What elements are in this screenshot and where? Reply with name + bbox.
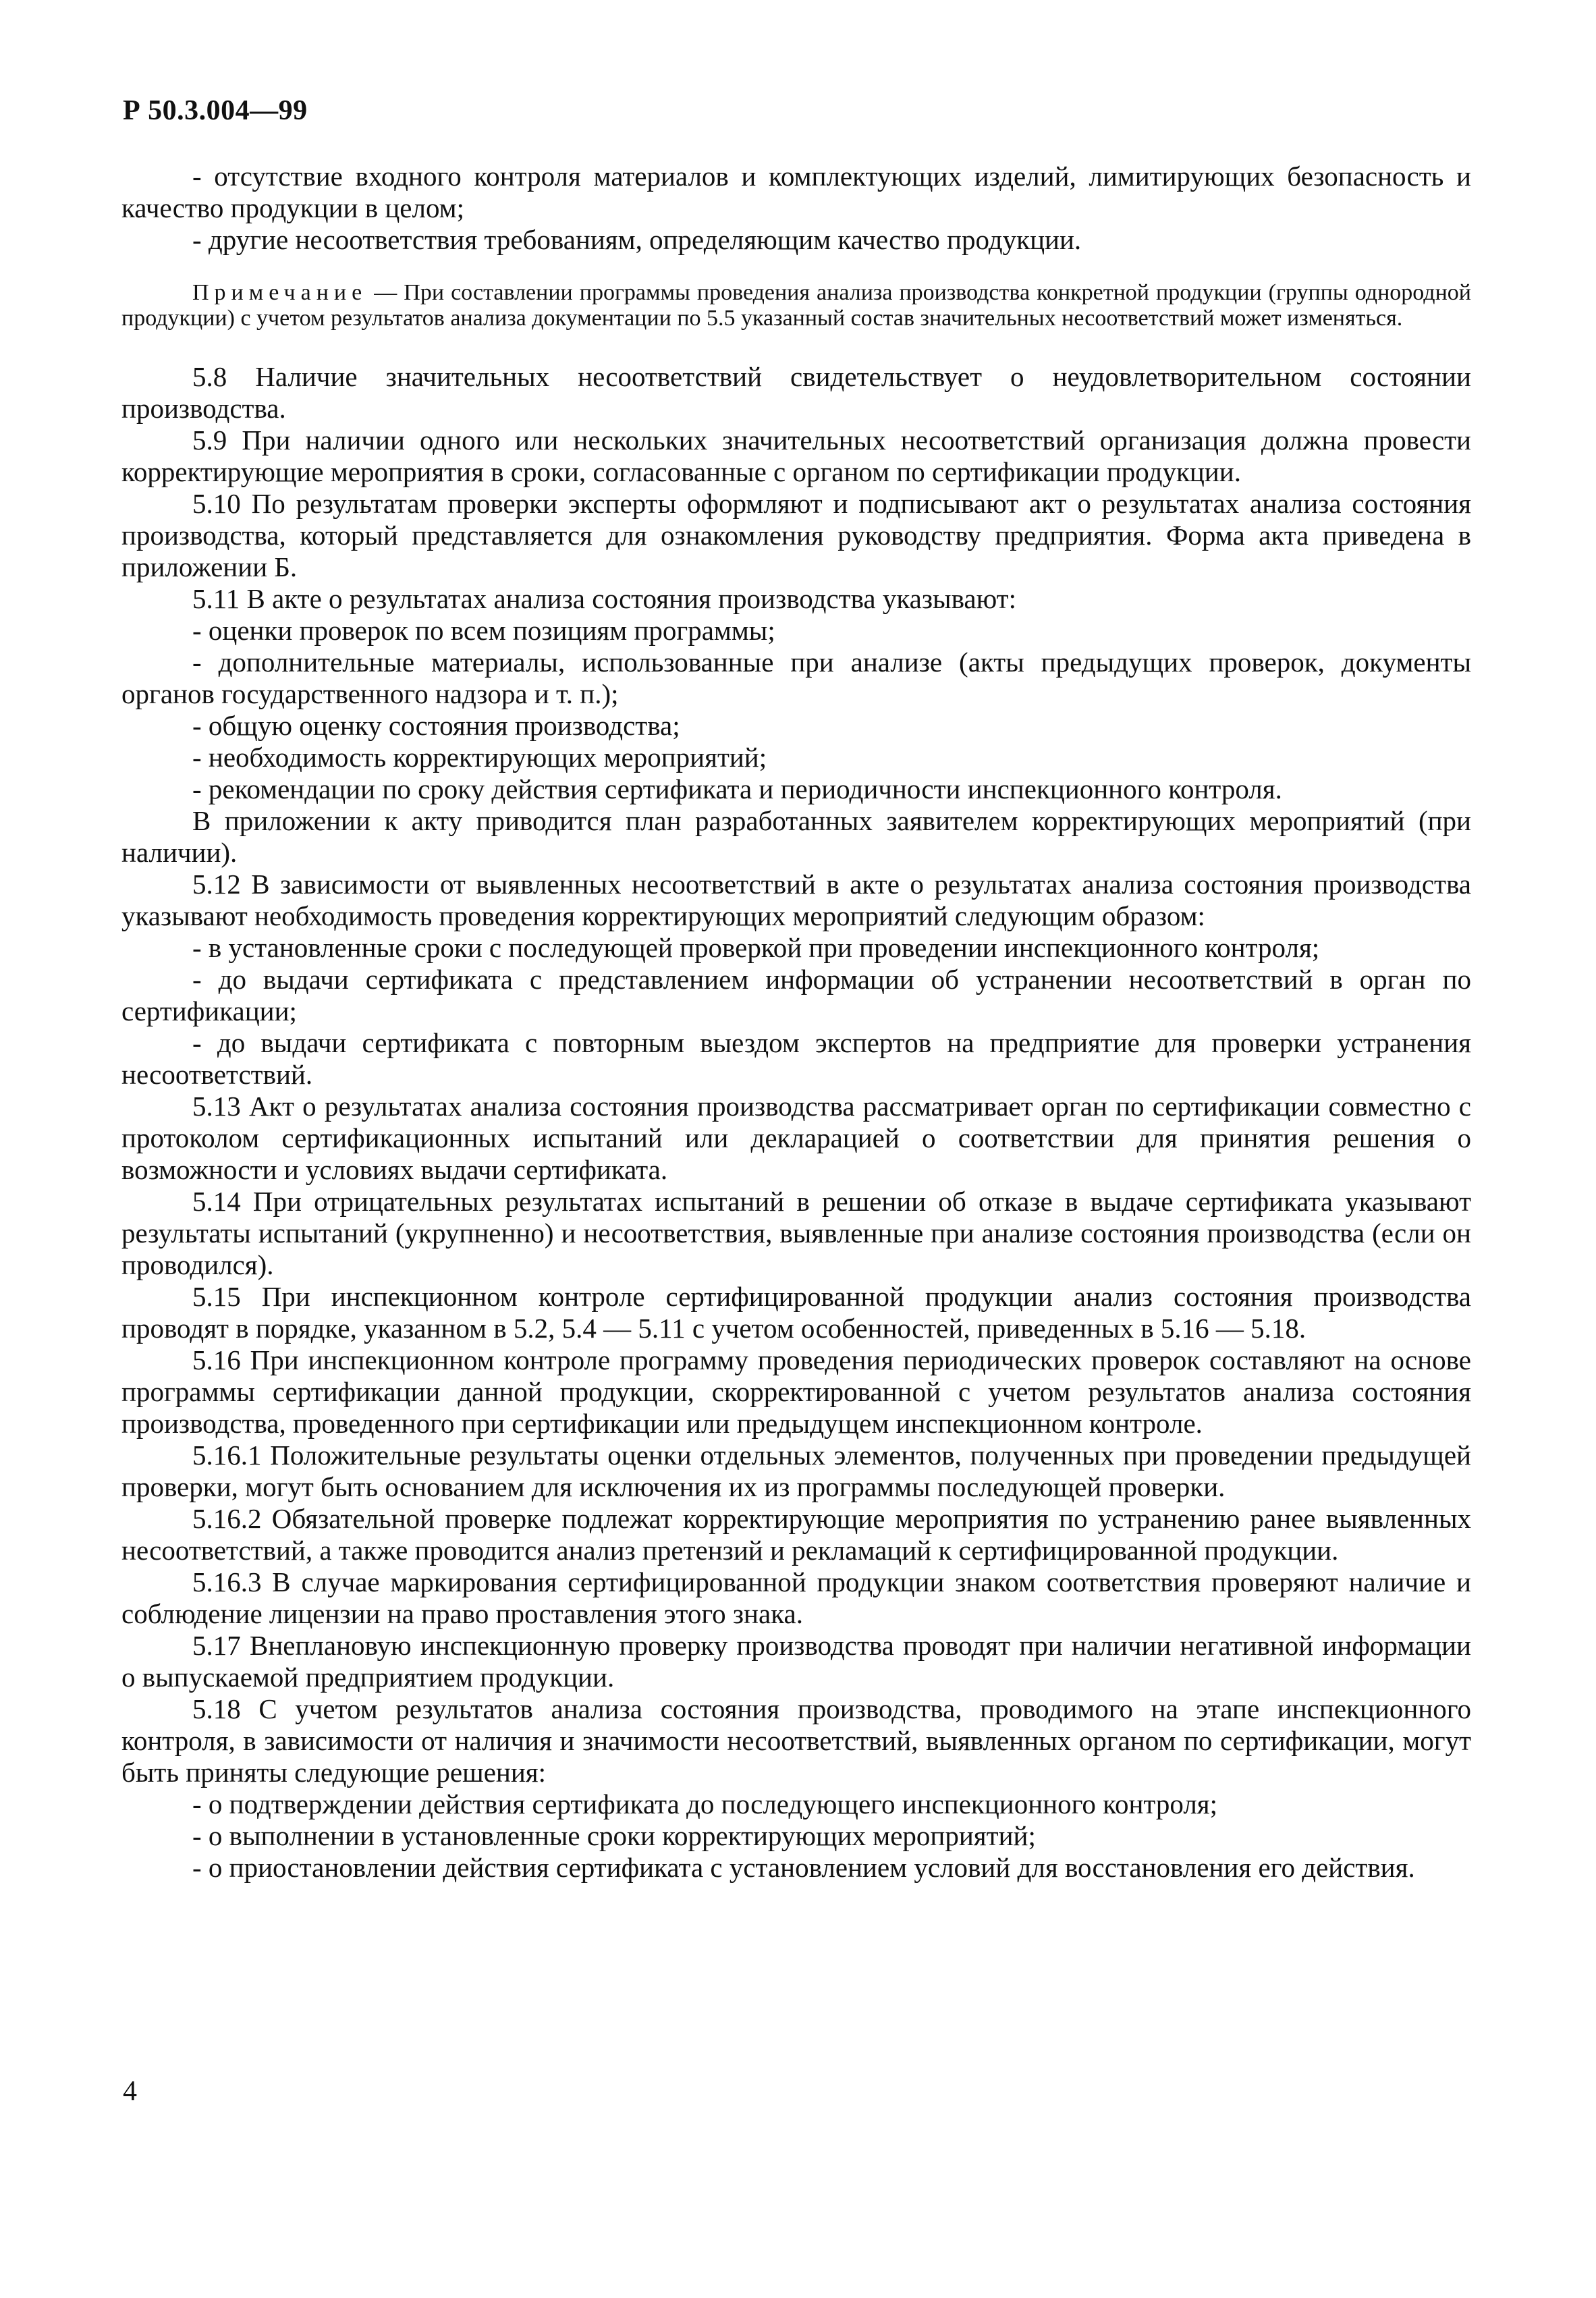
list-item: - о подтверждении действия сертификата до последующего инспекционного контроля; [192, 1788, 1218, 1820]
clause-5-16-3: 5.16.3 В случае маркирования сертифицированной продукции знаком соответствия проверяют наличие и соблюдение лицензии на право проставления этого знака. [121, 1566, 1471, 1629]
list-item: - до выдачи сертификата с представлением информации об устранении несоответствий в орган по сертификации; [121, 964, 1471, 1027]
clause-5-13: 5.13 Акт о результатах анализа состояния производства рассматривает орган по сертификации совместно с протоколом сертификационных испытаний или декларацией о соответствии для принятия решения о возможности и условиях выдачи сертификата. [121, 1091, 1471, 1185]
list-item: - о приостановлении действия сертификата с установлением условий для восстановления его действия. [192, 1852, 1415, 1883]
clause-5-11: 5.11 В акте о результатах анализа состояния производства указывают: [192, 583, 1016, 614]
note-label: Примечание [192, 280, 368, 305]
note [121, 280, 1471, 331]
clause-5-8: 5.8 Наличие значительных несоответствий свидетельствует о неудовлетворительном состоянии производства. [121, 361, 1471, 424]
list-item: - в установленные сроки с последующей проверкой при проведении инспекционного контроля; [192, 932, 1320, 963]
paragraph: В приложении к акту приводится план разработанных заявителем корректирующих мероприятий (при наличии). [121, 805, 1471, 868]
clause-5-15: 5.15 При инспекционном контроле сертифицированной продукции анализ состояния производства проводят в порядке, указанном в 5.2, 5.4 — 5.11 с учетом особенностей, приведенных в 5.16 — 5.18. [121, 1281, 1471, 1344]
paragraph: - другие несоответствия требованиям, определяющим качество продукции. [192, 224, 1082, 255]
clause-5-12: 5.12 В зависимости от выявленных несоответствий в акте о результатах анализа состояния производства указывают необходимость проведения корректирующих мероприятий следующим образом: [121, 869, 1471, 931]
clause-5-16: 5.16 При инспекционном контроле программу проведения периодических проверок составляют на основе программы сертификации данной продукции, скорректированной с учетом результатов анализа состояния производства, проведенного при сертификации или предыдущем инспекционном контроле. [121, 1344, 1471, 1439]
paragraph: - отсутствие входного контроля материалов и комплектующих изделий, лимитирующих безопасность и качество продукции в целом; [121, 161, 1471, 223]
note-text: — При составлении программы проведения анализа производства конкретной продукции (группы однородной продукции) с учетом результатов анализа документации по 5.5 указанный состав значительных несоответствий может изменяться. [121, 280, 1471, 331]
list-item: - рекомендации по сроку действия сертификата и периодичности инспекционного контроля. [192, 773, 1282, 804]
list-item: - до выдачи сертификата с повторным выездом экспертов на предприятие для проверки устранения несоответствий. [121, 1027, 1471, 1090]
list-item: - общую оценку состояния производства; [192, 710, 680, 741]
page-content [121, 161, 1471, 1884]
clause-5-10: 5.10 По результатам проверки эксперты оформляют и подписывают акт о результатах анализа состояния производства, который представляется для ознакомления руководству предприятия. Форма акта приведена в приложении Б. [121, 488, 1471, 582]
clause-5-9: 5.9 При наличии одного или нескольких значительных несоответствий организация должна провести корректирующие мероприятия в сроки, согласованные с органом по сертификации продукции. [121, 425, 1471, 487]
list-item: - дополнительные материалы, использованные при анализе (акты предыдущих проверок, документы органов государственного надзора и т. п.); [121, 647, 1471, 709]
list-item: - оценки проверок по всем позициям программы; [192, 615, 775, 646]
clause-5-18: 5.18 С учетом результатов анализа состояния производства, проводимого на этапе инспекционного контроля, в зависимости от наличия и значимости несоответствий, выявленных органом по сертификации, могут быть приняты следующие решения: [121, 1693, 1471, 1788]
clause-5-16-1: 5.16.1 Положительные результаты оценки отдельных элементов, полученных при проведении предыдущей проверки, могут быть основанием для исключения их из программы последующей проверки. [121, 1440, 1471, 1502]
document-number: Р 50.3.004—99 [123, 95, 308, 126]
clause-5-16-2: 5.16.2 Обязательной проверке подлежат корректирующие мероприятия по устранению ранее выявленных несоответствий, а также проводится анализ претензий и рекламаций к сертифицированной продукции. [121, 1503, 1471, 1566]
page-number: 4 [123, 2076, 137, 2107]
list-item: - о выполнении в установленные сроки корректирующих мероприятий; [192, 1820, 1036, 1851]
clause-5-14: 5.14 При отрицательных результатах испытаний в решении об отказе в выдаче сертификата указывают результаты испытаний (укрупненно) и несоответствия, выявленные при анализе состояния производства (если он проводился). [121, 1186, 1471, 1280]
clause-5-17: 5.17 Внеплановую инспекционную проверку производства проводят при наличии негативной информации о выпускаемой предприятием продукции. [121, 1630, 1471, 1693]
list-item: - необходимость корректирующих мероприятий; [192, 742, 767, 773]
